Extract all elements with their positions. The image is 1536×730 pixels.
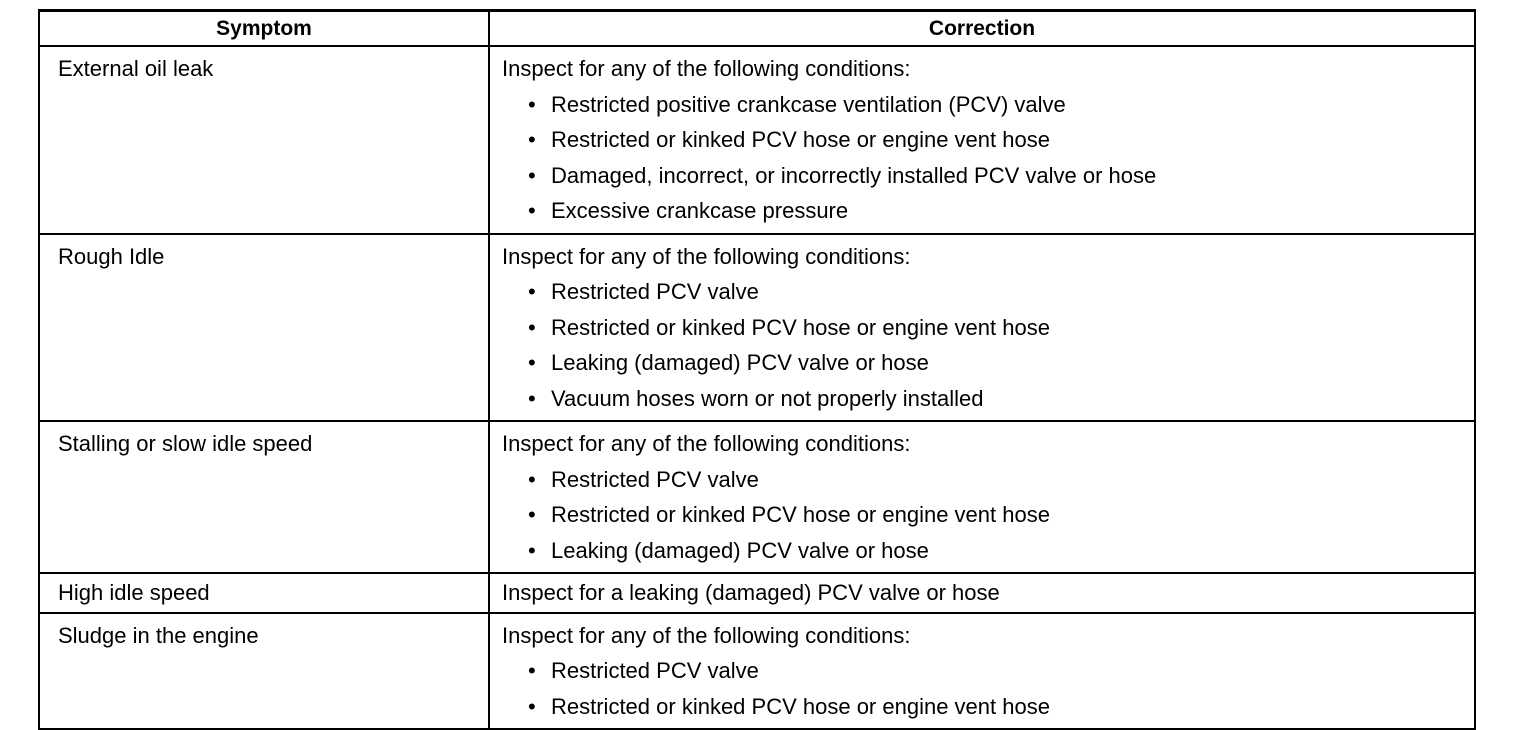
condition-item: • Leaking (damaged) PCV valve or hose — [526, 345, 1462, 381]
symptom-correction-table — [38, 9, 1476, 730]
correction-cell — [489, 613, 1475, 730]
correction-intro: Inspect for any of the following conditions: — [502, 431, 911, 456]
table-row — [39, 573, 1475, 613]
header-correction: Correction — [489, 11, 1475, 47]
condition-item: • Restricted or kinked PCV hose or engine vent hose — [526, 310, 1462, 346]
condition-item: • Leaking (damaged) PCV valve or hose — [526, 533, 1462, 569]
condition-item: • Excessive crankcase pressure — [526, 193, 1462, 229]
correction-intro: Inspect for a leaking (damaged) PCV valve or hose — [502, 580, 1000, 605]
condition-list — [502, 274, 1462, 416]
condition-list — [502, 653, 1462, 724]
symptom-cell: External oil leak — [39, 46, 489, 234]
correction-cell — [489, 573, 1475, 613]
correction-intro: Inspect for any of the following conditions: — [502, 243, 911, 269]
symptom-cell: Stalling or slow idle speed — [39, 421, 489, 573]
symptom-cell: Rough Idle — [39, 234, 489, 422]
condition-item: • Restricted PCV valve — [526, 462, 1462, 498]
header-row — [39, 11, 1475, 47]
correction-cell — [489, 421, 1475, 573]
table-row — [39, 613, 1475, 730]
correction-cell — [489, 234, 1475, 422]
condition-list — [502, 462, 1462, 569]
correction-cell — [489, 46, 1475, 234]
table-row — [39, 46, 1475, 234]
correction-intro: Inspect for any of the following conditions: — [502, 56, 911, 81]
condition-item: • Restricted positive crankcase ventilation (PCV) valve — [526, 87, 1462, 123]
correction-intro: Inspect for any of the following conditions: — [502, 622, 911, 648]
table-row — [39, 421, 1475, 573]
header-symptom: Symptom — [39, 11, 489, 47]
symptom-cell: High idle speed — [39, 573, 489, 613]
condition-item: • Restricted or kinked PCV hose or engine vent hose — [526, 122, 1462, 158]
table-body — [39, 46, 1475, 729]
condition-item: • Restricted or kinked PCV hose or engine vent hose — [526, 689, 1462, 725]
table-row — [39, 234, 1475, 422]
symptom-cell: Sludge in the engine — [39, 613, 489, 730]
condition-list — [502, 87, 1462, 229]
condition-item: • Vacuum hoses worn or not properly installed — [526, 381, 1462, 417]
condition-item: • Restricted PCV valve — [526, 274, 1462, 310]
condition-item: • Damaged, incorrect, or incorrectly installed PCV valve or hose — [526, 158, 1462, 194]
condition-item: • Restricted PCV valve — [526, 653, 1462, 689]
condition-item: • Restricted or kinked PCV hose or engine vent hose — [526, 497, 1462, 533]
